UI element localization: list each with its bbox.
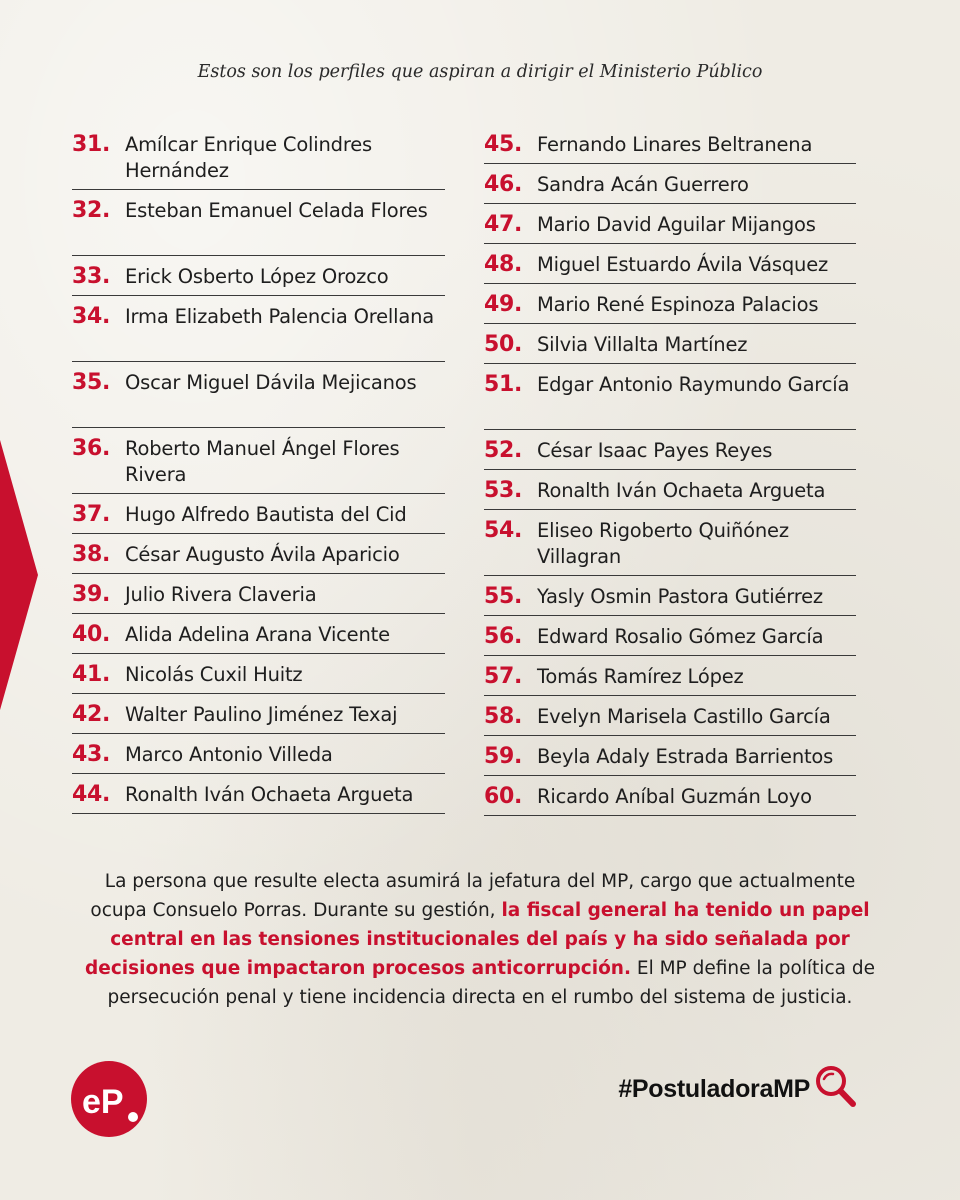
hashtag-text: #PostuladoraMP xyxy=(618,1074,810,1103)
candidate-name: Irma Elizabeth Palencia Orellana xyxy=(125,305,435,328)
candidate-name: Mario René Espinoza Palacios xyxy=(537,293,819,316)
candidate-number: 48. xyxy=(484,252,523,277)
candidate-item xyxy=(72,362,445,428)
candidate-number: 38. xyxy=(72,542,111,567)
candidate-name: Edgar Antonio Raymundo García xyxy=(537,373,850,396)
candidate-item xyxy=(484,204,856,244)
candidate-item xyxy=(484,576,856,616)
candidate-name: Ricardo Aníbal Guzmán Loyo xyxy=(537,785,812,808)
hashtag-block xyxy=(618,1068,858,1110)
candidate-name: Esteban Emanuel Celada Flores xyxy=(125,199,428,222)
candidate-name: Ronalth Iván Ochaeta Argueta xyxy=(125,783,414,806)
magnifier-icon xyxy=(814,1064,858,1110)
ep-logo-graphic xyxy=(71,1061,147,1137)
candidate-item xyxy=(72,190,445,256)
candidate-name: Amílcar Enrique Colindres Hernández xyxy=(125,133,372,182)
candidate-number: 51. xyxy=(484,372,523,397)
candidate-number: 40. xyxy=(72,622,111,647)
candidate-name: Nicolás Cuxil Huitz xyxy=(125,663,303,686)
candidate-name: Miguel Estuardo Ávila Vásquez xyxy=(537,253,829,276)
candidate-item xyxy=(72,574,445,614)
candidate-item xyxy=(484,430,856,470)
candidate-name: Roberto Manuel Ángel Flores Rivera xyxy=(125,437,400,486)
candidate-name: Tomás Ramírez López xyxy=(537,665,744,688)
candidate-item xyxy=(72,774,445,814)
candidate-name: César Isaac Payes Reyes xyxy=(537,439,773,462)
candidate-number: 49. xyxy=(484,292,523,317)
side-arrow-decoration xyxy=(0,440,38,710)
candidate-item xyxy=(72,494,445,534)
candidate-number: 55. xyxy=(484,584,523,609)
paragraph-text-1: La persona que resulte electa asumirá la jefatura del MP, cargo que actualmente ocupa Consuelo Porras. Durante su gestión, xyxy=(90,871,856,921)
candidate-number: 33. xyxy=(72,264,111,289)
candidate-item xyxy=(72,256,445,296)
candidate-number: 36. xyxy=(72,436,111,461)
candidate-number: 37. xyxy=(72,502,111,527)
candidate-name: Walter Paulino Jiménez Texaj xyxy=(125,703,398,726)
candidate-name: César Augusto Ávila Aparicio xyxy=(125,543,400,566)
candidate-number: 35. xyxy=(72,370,111,395)
candidate-number: 34. xyxy=(72,304,111,329)
candidate-name: Ronalth Iván Ochaeta Argueta xyxy=(537,479,826,502)
ep-logo xyxy=(71,1061,147,1137)
candidate-name: Beyla Adaly Estrada Barrientos xyxy=(537,745,834,768)
paragraph-text-2: El MP define la política de persecución penal y tiene incidencia directa en el rumbo del sistema de justicia. xyxy=(107,958,875,1008)
description-paragraph xyxy=(80,867,880,1012)
candidate-item xyxy=(72,428,445,494)
candidate-name: Sandra Acán Guerrero xyxy=(537,173,749,196)
candidate-number: 56. xyxy=(484,624,523,649)
candidate-number: 43. xyxy=(72,742,111,767)
candidate-item xyxy=(72,124,445,190)
candidate-name: Fernando Linares Beltranena xyxy=(537,133,813,156)
candidate-number: 44. xyxy=(72,782,111,807)
candidate-item xyxy=(484,510,856,576)
candidate-number: 60. xyxy=(484,784,523,809)
candidate-number: 46. xyxy=(484,172,523,197)
candidate-item xyxy=(484,364,856,430)
candidate-number: 50. xyxy=(484,332,523,357)
candidate-number: 58. xyxy=(484,704,523,729)
candidate-name: Hugo Alfredo Bautista del Cid xyxy=(125,503,407,526)
candidate-item xyxy=(72,734,445,774)
candidate-item xyxy=(484,164,856,204)
candidate-item xyxy=(484,656,856,696)
candidate-item xyxy=(72,296,445,362)
candidate-number: 41. xyxy=(72,662,111,687)
candidate-number: 54. xyxy=(484,518,523,543)
candidate-item xyxy=(72,654,445,694)
ep-logo-dot xyxy=(128,1112,138,1122)
candidate-name: Oscar Miguel Dávila Mejicanos xyxy=(125,371,417,394)
candidate-item xyxy=(484,696,856,736)
candidate-number: 39. xyxy=(72,582,111,607)
candidate-item xyxy=(484,284,856,324)
candidate-item xyxy=(484,736,856,776)
candidate-name: Edward Rosalio Gómez García xyxy=(537,625,824,648)
candidate-number: 42. xyxy=(72,702,111,727)
candidate-item xyxy=(484,776,856,816)
candidate-number: 32. xyxy=(72,198,111,223)
candidate-number: 59. xyxy=(484,744,523,769)
candidate-number: 47. xyxy=(484,212,523,237)
candidate-item xyxy=(484,470,856,510)
candidate-name: Marco Antonio Villeda xyxy=(125,743,333,766)
candidate-item xyxy=(72,614,445,654)
page-subtitle: Estos son los perfiles que aspiran a dirigir el Ministerio Público xyxy=(197,62,763,82)
candidate-name: Eliseo Rigoberto Quiñónez Villagran xyxy=(537,519,789,568)
ep-logo-text: eP xyxy=(82,1083,124,1121)
candidate-number: 53. xyxy=(484,478,523,503)
candidate-name: Silvia Villalta Martínez xyxy=(537,333,748,356)
candidate-name: Evelyn Marisela Castillo García xyxy=(537,705,831,728)
candidate-name: Erick Osberto López Orozco xyxy=(125,265,389,288)
candidate-number: 31. xyxy=(72,132,111,157)
candidate-number: 45. xyxy=(484,132,523,157)
candidate-item xyxy=(484,124,856,164)
candidate-number: 57. xyxy=(484,664,523,689)
candidate-name: Alida Adelina Arana Vicente xyxy=(125,623,390,646)
candidate-item xyxy=(484,324,856,364)
candidate-number: 52. xyxy=(484,438,523,463)
candidate-name: Julio Rivera Claveria xyxy=(125,583,317,606)
candidate-item xyxy=(484,616,856,656)
candidates-list-left xyxy=(72,124,445,814)
candidate-item xyxy=(72,534,445,574)
paragraph-highlight: la fiscal general ha tenido un papel central en las tensiones institucionales del país y ha sido señalada por decisiones que impactaron procesos anticorrupción. xyxy=(85,900,870,979)
candidates-list-right xyxy=(484,124,856,816)
candidate-name: Yasly Osmin Pastora Gutiérrez xyxy=(537,585,823,608)
candidate-item xyxy=(72,694,445,734)
candidate-name: Mario David Aguilar Mijangos xyxy=(537,213,816,236)
candidate-item xyxy=(484,244,856,284)
